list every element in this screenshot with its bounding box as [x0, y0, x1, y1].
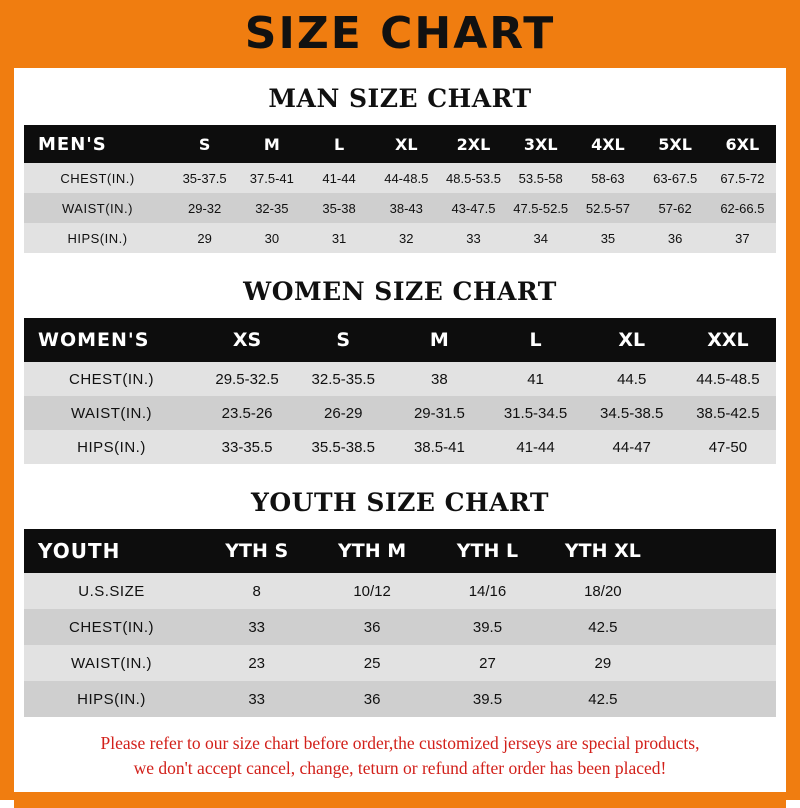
table-cell: 33 [199, 609, 314, 645]
table-row [24, 163, 776, 193]
men-row-label-chest: CHEST(IN.) [24, 163, 171, 193]
table-cell: 29.5-32.5 [199, 362, 295, 396]
order-notice [24, 731, 776, 792]
men-header-2xl: 2XL [440, 125, 507, 163]
men-header-label: MEN'S [24, 125, 171, 163]
table-cell: 38-43 [373, 193, 440, 223]
table-cell: 41-44 [487, 430, 583, 464]
table-cell: 32 [373, 223, 440, 253]
table-cell: 52.5-57 [574, 193, 641, 223]
table-cell: 18/20 [545, 573, 660, 609]
table-cell: 23 [199, 645, 314, 681]
table-row [24, 430, 776, 464]
table-cell: 34.5-38.5 [584, 396, 680, 430]
table-header-row [24, 125, 776, 163]
table-cell: 33 [440, 223, 507, 253]
chart-content [14, 68, 786, 792]
youth-header-xl: YTH XL [545, 529, 660, 573]
table-cell: 35.5-38.5 [295, 430, 391, 464]
youth-row-label-chest: CHEST(IN.) [24, 609, 199, 645]
table-row [24, 609, 776, 645]
page-title: SIZE CHART [244, 8, 556, 59]
table-cell: 29 [545, 645, 660, 681]
table-cell: 39.5 [430, 609, 545, 645]
page-banner [14, 0, 786, 68]
women-row-label-waist: WAIST(IN.) [24, 396, 199, 430]
table-cell: 37.5-41 [238, 163, 305, 193]
table-cell: 47.5-52.5 [507, 193, 574, 223]
men-header-l: L [305, 125, 372, 163]
men-header-4xl: 4XL [574, 125, 641, 163]
youth-header-label: YOUTH [24, 529, 199, 573]
youth-size-table [24, 529, 776, 717]
table-row [24, 396, 776, 430]
youth-section-title: YOUTH SIZE CHART [251, 488, 549, 517]
women-size-table [24, 318, 776, 464]
table-cell: 63-67.5 [642, 163, 709, 193]
women-row-label-hips: HIPS(IN.) [24, 430, 199, 464]
men-header-xl: XL [373, 125, 440, 163]
table-cell: 25 [314, 645, 429, 681]
women-header-l: L [487, 318, 583, 362]
table-row [24, 362, 776, 396]
table-row [24, 193, 776, 223]
table-cell: 41 [487, 362, 583, 396]
women-header-s: S [295, 318, 391, 362]
table-cell: 10/12 [314, 573, 429, 609]
table-cell: 36 [314, 609, 429, 645]
youth-row-label-waist: WAIST(IN.) [24, 645, 199, 681]
youth-header-empty [661, 529, 776, 573]
table-cell: 27 [430, 645, 545, 681]
table-cell: 58-63 [574, 163, 641, 193]
table-cell: 35-38 [305, 193, 372, 223]
table-cell: 32-35 [238, 193, 305, 223]
men-header-6xl: 6XL [709, 125, 776, 163]
men-header-s: S [171, 125, 238, 163]
men-row-label-waist: WAIST(IN.) [24, 193, 171, 223]
table-cell: 31.5-34.5 [487, 396, 583, 430]
table-cell: 43-47.5 [440, 193, 507, 223]
notice-line-1: Please refer to our size chart before order,the customized jerseys are special products, [100, 733, 700, 753]
women-header-xxl: XXL [680, 318, 776, 362]
women-header-xl: XL [584, 318, 680, 362]
table-row [24, 223, 776, 253]
table-cell: 47-50 [680, 430, 776, 464]
table-cell: 39.5 [430, 681, 545, 717]
table-cell: 44.5 [584, 362, 680, 396]
table-cell: 44.5-48.5 [680, 362, 776, 396]
women-section-title: WOMEN SIZE CHART [243, 277, 557, 306]
men-section-title: MAN SIZE CHART [268, 84, 532, 113]
youth-row-label-hips: HIPS(IN.) [24, 681, 199, 717]
table-header-row [24, 318, 776, 362]
table-cell: 44-48.5 [373, 163, 440, 193]
table-cell: 35 [574, 223, 641, 253]
table-cell: 41-44 [305, 163, 372, 193]
table-cell [661, 645, 776, 681]
women-row-label-chest: CHEST(IN.) [24, 362, 199, 396]
women-header-label: WOMEN'S [24, 318, 199, 362]
table-row [24, 681, 776, 717]
table-cell: 53.5-58 [507, 163, 574, 193]
men-row-label-hips: HIPS(IN.) [24, 223, 171, 253]
table-cell: 35-37.5 [171, 163, 238, 193]
table-header-row [24, 529, 776, 573]
table-cell: 37 [709, 223, 776, 253]
table-cell: 14/16 [430, 573, 545, 609]
table-cell: 48.5-53.5 [440, 163, 507, 193]
table-cell: 33 [199, 681, 314, 717]
table-cell: 29-31.5 [391, 396, 487, 430]
table-cell: 62-66.5 [709, 193, 776, 223]
table-row [24, 645, 776, 681]
table-cell: 42.5 [545, 609, 660, 645]
table-cell: 36 [642, 223, 709, 253]
table-cell: 34 [507, 223, 574, 253]
youth-header-s: YTH S [199, 529, 314, 573]
youth-row-label-ussize: U.S.SIZE [24, 573, 199, 609]
table-cell: 29-32 [171, 193, 238, 223]
table-cell: 36 [314, 681, 429, 717]
youth-header-l: YTH L [430, 529, 545, 573]
men-header-3xl: 3XL [507, 125, 574, 163]
table-row [24, 573, 776, 609]
table-cell: 23.5-26 [199, 396, 295, 430]
men-header-m: M [238, 125, 305, 163]
table-cell: 42.5 [545, 681, 660, 717]
table-cell: 30 [238, 223, 305, 253]
table-cell: 33-35.5 [199, 430, 295, 464]
table-cell: 67.5-72 [709, 163, 776, 193]
table-cell: 38.5-41 [391, 430, 487, 464]
table-cell: 57-62 [642, 193, 709, 223]
table-cell: 32.5-35.5 [295, 362, 391, 396]
table-cell [661, 573, 776, 609]
table-cell [661, 681, 776, 717]
table-cell: 31 [305, 223, 372, 253]
women-header-xs: XS [199, 318, 295, 362]
table-cell [661, 609, 776, 645]
table-cell: 8 [199, 573, 314, 609]
table-cell: 29 [171, 223, 238, 253]
notice-line-2: we don't accept cancel, change, teturn or refund after order has been placed! [133, 758, 667, 779]
table-cell: 38.5-42.5 [680, 396, 776, 430]
youth-header-m: YTH M [314, 529, 429, 573]
women-header-m: M [391, 318, 487, 362]
table-cell: 26-29 [295, 396, 391, 430]
table-cell: 38 [391, 362, 487, 396]
table-cell: 44-47 [584, 430, 680, 464]
men-size-table [24, 125, 776, 253]
men-header-5xl: 5XL [642, 125, 709, 163]
